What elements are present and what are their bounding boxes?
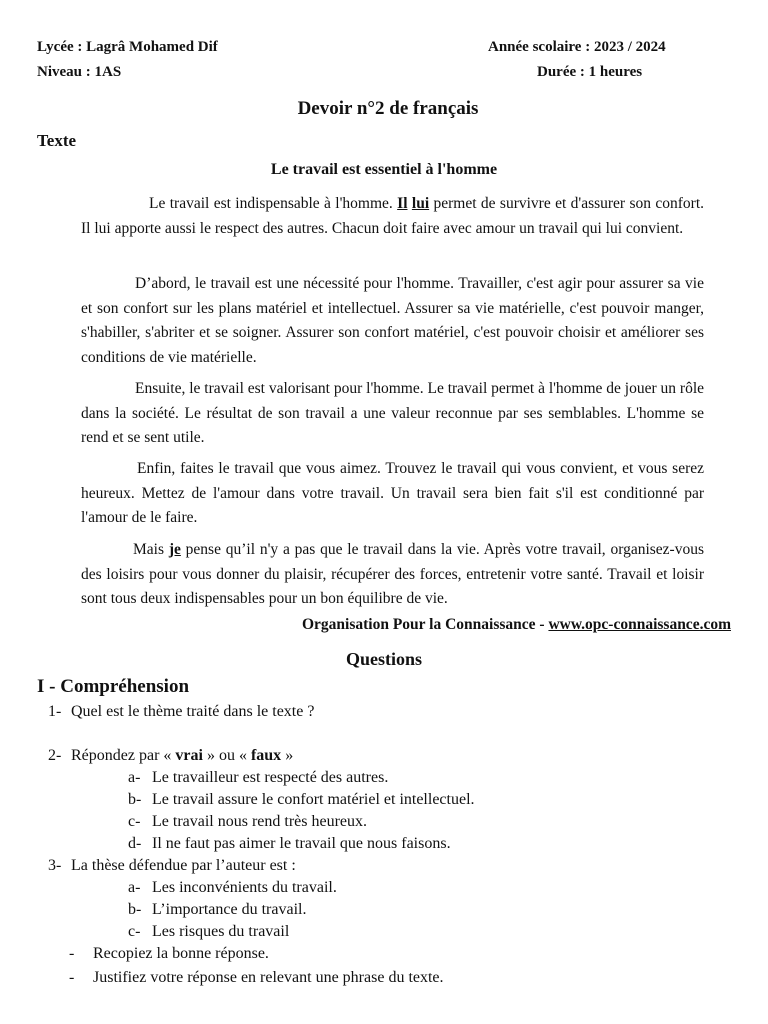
paragraph-2 bbox=[81, 272, 704, 370]
q3-dash-2: - bbox=[69, 969, 75, 986]
p1-start: Le travail est indispensable à l'homme. bbox=[149, 195, 398, 212]
q3-text: La thèse défendue par l’auteur est : bbox=[71, 857, 296, 874]
q3-item-a: Les inconvénients du travail. bbox=[152, 879, 337, 896]
q3-item-b-letter: b- bbox=[128, 901, 142, 918]
q3-instruction-2: Justifiez votre réponse en relevant une phrase du texte. bbox=[93, 969, 444, 986]
source-org: Organisation Pour la Connaissance - bbox=[301, 616, 549, 633]
word-lui: lui bbox=[411, 195, 430, 212]
q2-vrai: vrai bbox=[175, 747, 203, 764]
q2-post: » bbox=[281, 747, 294, 764]
school-name: Lycée : Lagrâ Mohamed Dif bbox=[37, 39, 218, 55]
q3-item-c-letter: c- bbox=[128, 923, 141, 940]
q2-item-a-letter: a- bbox=[128, 769, 141, 786]
p3-text: Ensuite, le travail est valorisant pour l'homme. Le travail permet à l'homme de jouer un rôle dans la société. Le résultat de son travail a une valeur reconnue par ses semblables. L'homme se rend et se sent utile. bbox=[81, 380, 705, 447]
q2-pre: Répondez par « bbox=[71, 747, 176, 764]
source-line bbox=[302, 616, 731, 634]
duration: Durée : 1 heures bbox=[537, 64, 643, 80]
q2-faux: faux bbox=[250, 747, 282, 764]
q3-dash-1: - bbox=[69, 945, 75, 962]
paragraph-5 bbox=[81, 538, 704, 612]
q2-item-a: Le travailleur est respecté des autres. bbox=[152, 769, 389, 786]
q2-item-d: Il ne faut pas aimer le travail que nous faisons. bbox=[152, 835, 451, 852]
q3-number: 3- bbox=[48, 857, 62, 874]
section-1-title: I - Compréhension bbox=[37, 676, 190, 697]
p2-text: D’abord, le travail est une nécessité pour l'homme. Travailler, c'est agir pour assurer sa vie et son confort sur les plans matériel et intellectuel. Assurer sa vie matérielle, c'est pouvoir manger, s'habiller, s'abriter et se soigner. Assurer son confort matériel, c'est pouvoir choisir et améliorer ses conditions de vie matérielle. bbox=[81, 275, 704, 366]
q2-number: 2- bbox=[48, 747, 62, 764]
word-je: je bbox=[168, 541, 181, 558]
q2-item-c-letter: c- bbox=[128, 813, 141, 830]
p5-start: Mais bbox=[133, 541, 169, 558]
school-year: Année scolaire : 2023 / 2024 bbox=[488, 39, 666, 55]
q2-item-b-letter: b- bbox=[128, 791, 142, 808]
word-il: Il bbox=[397, 195, 408, 212]
paragraph-4 bbox=[81, 457, 704, 531]
q3-item-a-letter: a- bbox=[128, 879, 141, 896]
p4-text: Enfin, faites le travail que vous aimez. Trouvez le travail qui vous convient, et vous serez heureux. Mettez de l'amour dans votre travail. Un travail sera bien fait s'il est conditionné par l'amour de le faire. bbox=[81, 460, 704, 527]
q1-text: Quel est le thème traité dans le texte ? bbox=[71, 703, 315, 720]
section-label-texte: Texte bbox=[37, 131, 77, 150]
q3-item-c: Les risques du travail bbox=[152, 923, 290, 940]
q2-mid: » ou « bbox=[202, 747, 251, 764]
paragraph-1 bbox=[81, 192, 704, 241]
source-link[interactable]: www.opc-connaissance.com bbox=[548, 616, 731, 633]
q2-item-c: Le travail nous rend très heureux. bbox=[152, 813, 368, 830]
q3-instruction-1: Recopiez la bonne réponse. bbox=[93, 945, 269, 962]
q1-number: 1- bbox=[48, 703, 62, 720]
p1-rest: permet de survivre et d'assurer son confort. Il lui apporte aussi le respect des autres. Chacun doit faire avec amour un travail qui lui convient. bbox=[81, 195, 705, 237]
q3-item-b: L’importance du travail. bbox=[152, 901, 307, 918]
level: Niveau : 1AS bbox=[37, 64, 122, 80]
questions-title: Questions bbox=[345, 649, 423, 669]
q2-item-d-letter: d- bbox=[128, 835, 142, 852]
q2-text bbox=[71, 747, 293, 765]
text-title: Le travail est essentiel à l'homme bbox=[270, 161, 498, 178]
page-title: Devoir n°2 de français bbox=[297, 98, 479, 119]
p5-rest: pense qu’il n'y a pas que le travail dans la vie. Après votre travail, organisez-vous des loisirs pour vous donner du plaisir, récupérer des forces, entretenir votre santé. Travail et loisir sont tous deux indispensables pour un bon équilibre de vie. bbox=[81, 541, 704, 608]
q2-item-b: Le travail assure le confort matériel et intellectuel. bbox=[152, 791, 475, 808]
paragraph-3 bbox=[81, 377, 704, 451]
